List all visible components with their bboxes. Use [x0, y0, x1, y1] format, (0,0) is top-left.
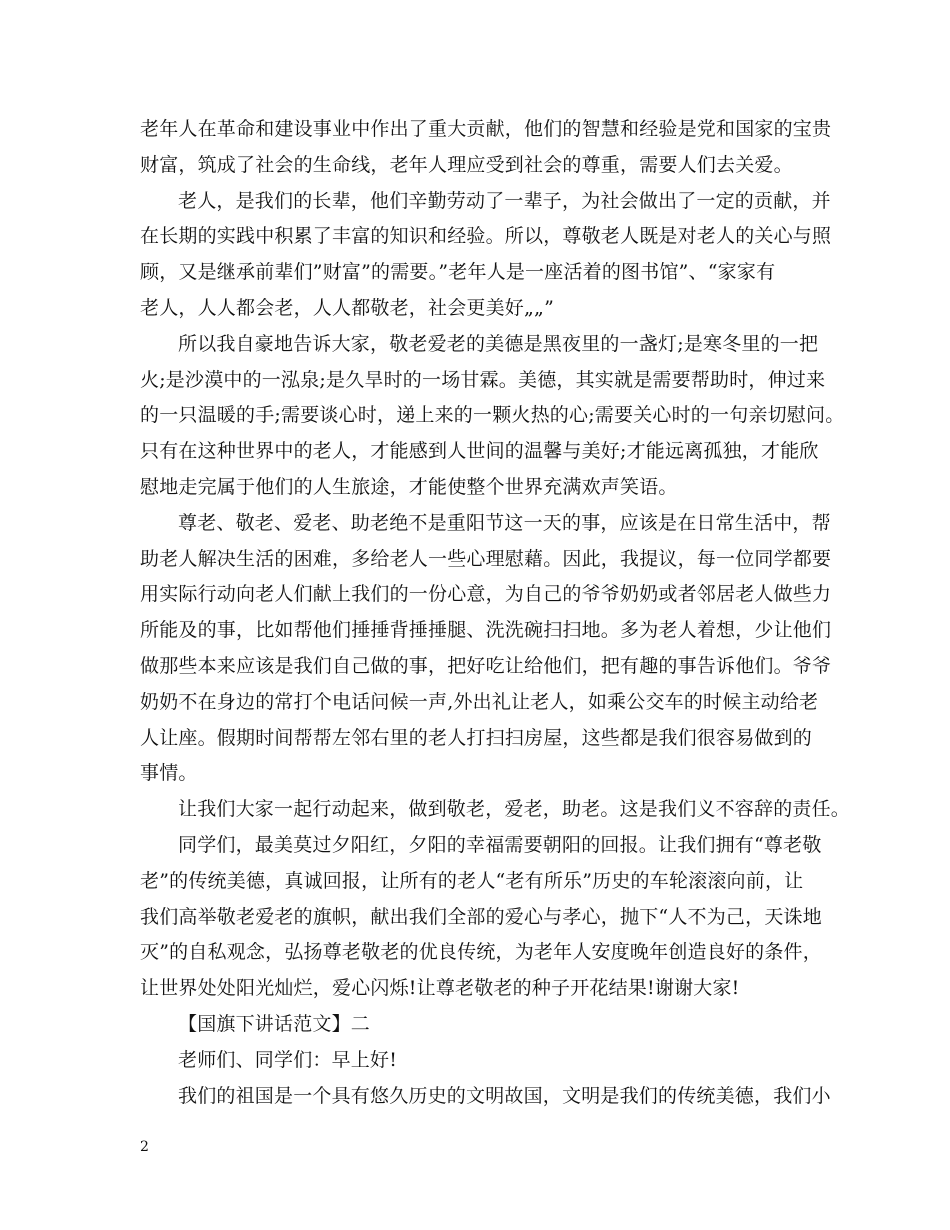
- text-line: 做那些本来应该是我们自己做的事，把好吃让给他们，把有趣的事告诉他们。爷爷: [140, 654, 832, 677]
- text-line: 只有在这种世界中的老人，才能感到人世间的温馨与美好;才能远离孤独，才能欣: [140, 440, 819, 463]
- text-line: 老”的传统美德，真诚回报，让所有的老人“老有所乐”历史的车轮滚滚向前，让: [140, 869, 804, 892]
- text-line: 我们的祖国是一个具有悠久历史的文明故国，文明是我们的传统美德，我们小: [178, 1084, 831, 1107]
- text-line: 慰地走完属于他们的人生旅途，才能使整个世界充满欢声笑语。: [140, 475, 678, 498]
- text-line: 火;是沙漠中的一泓泉;是久旱时的一场甘霖。美德，其实就是需要帮助时，伸过来: [140, 368, 826, 391]
- text-line: 老师们、同学们：早上好!: [178, 1048, 398, 1071]
- text-line: 所能及的事，比如帮他们捶捶背捶捶腿、洗洗碗扫扫地。多为老人着想，少让他们: [140, 619, 832, 642]
- text-line: 用实际行动向老人们献上我们的一份心意，为自己的爷爷奶奶或者邻居老人做些力: [140, 583, 832, 606]
- text-line: 【国旗下讲话范文】二: [178, 1012, 371, 1035]
- text-line: 老人，是我们的长辈，他们辛勤劳动了一辈子，为社会做出了一定的贡献，并: [178, 189, 831, 212]
- text-line: 事情。: [140, 762, 198, 785]
- text-line: 我们高举敬老爱老的旗帜，献出我们全部的爱心与孝心，抛下“人不为己，天诛地: [140, 905, 822, 928]
- text-line: 奶奶不在身边的常打个电话问候一声,外出礼让老人，如乘公交车的时候主动给老: [140, 690, 819, 713]
- text-line: 在长期的实践中积累了丰富的知识和经验。所以，尊敬老人既是对老人的关心与照: [140, 225, 832, 248]
- page-number: 2: [140, 1139, 149, 1155]
- text-line: 让世界处处阳光灿烂，爱心闪烁!让尊老敬老的种子开花结果!谢谢大家!: [140, 977, 740, 1000]
- text-line: 所以我自豪地告诉大家，敬老爱老的美德是黑夜里的一盏灯;是寒冬里的一把: [178, 332, 819, 355]
- text-line: 同学们，最美莫过夕阳红，夕阳的幸福需要朝阳的回报。让我们拥有“尊老敬: [178, 833, 822, 856]
- text-line: 助老人解决生活的困难，多给老人一些心理慰藉。因此，我提议，每一位同学都要: [140, 547, 832, 570]
- document-body: [140, 112, 851, 1114]
- text-line: 的一只温暖的手;需要谈心时，递上来的一颗火热的心;需要关心时的一句亲切慰问。: [140, 404, 845, 427]
- text-line: 人让座。假期时间帮帮左邻右里的老人打扫扫房屋，这些都是我们很容易做到的: [140, 726, 813, 749]
- text-line: 顾，又是继承前辈们”财富”的需要。”老年人是一座活着的图书馆”、“家家有: [140, 261, 776, 284]
- text-line: 老人，人人都会老，人人都敬老，社会更美好„„”: [140, 296, 555, 319]
- text-line: 老年人在革命和建设事业中作出了重大贡献，他们的智慧和经验是党和国家的宝贵: [140, 118, 832, 140]
- text-line: 灭”的自私观念，弘扬尊老敬老的优良传统，为老年人安度晚年创造良好的条件，: [140, 941, 822, 964]
- text-line: 让我们大家一起行动起来，做到敬老，爱老，助老。这是我们义不容辞的责任。: [178, 798, 851, 821]
- text-line: 尊老、敬老、爱老、助老绝不是重阳节这一天的事，应该是在日常生活中，帮: [178, 511, 831, 534]
- text-line: 财富，筑成了社会的生命线，老年人理应受到社会的尊重，需要人们去关爱。: [140, 153, 793, 176]
